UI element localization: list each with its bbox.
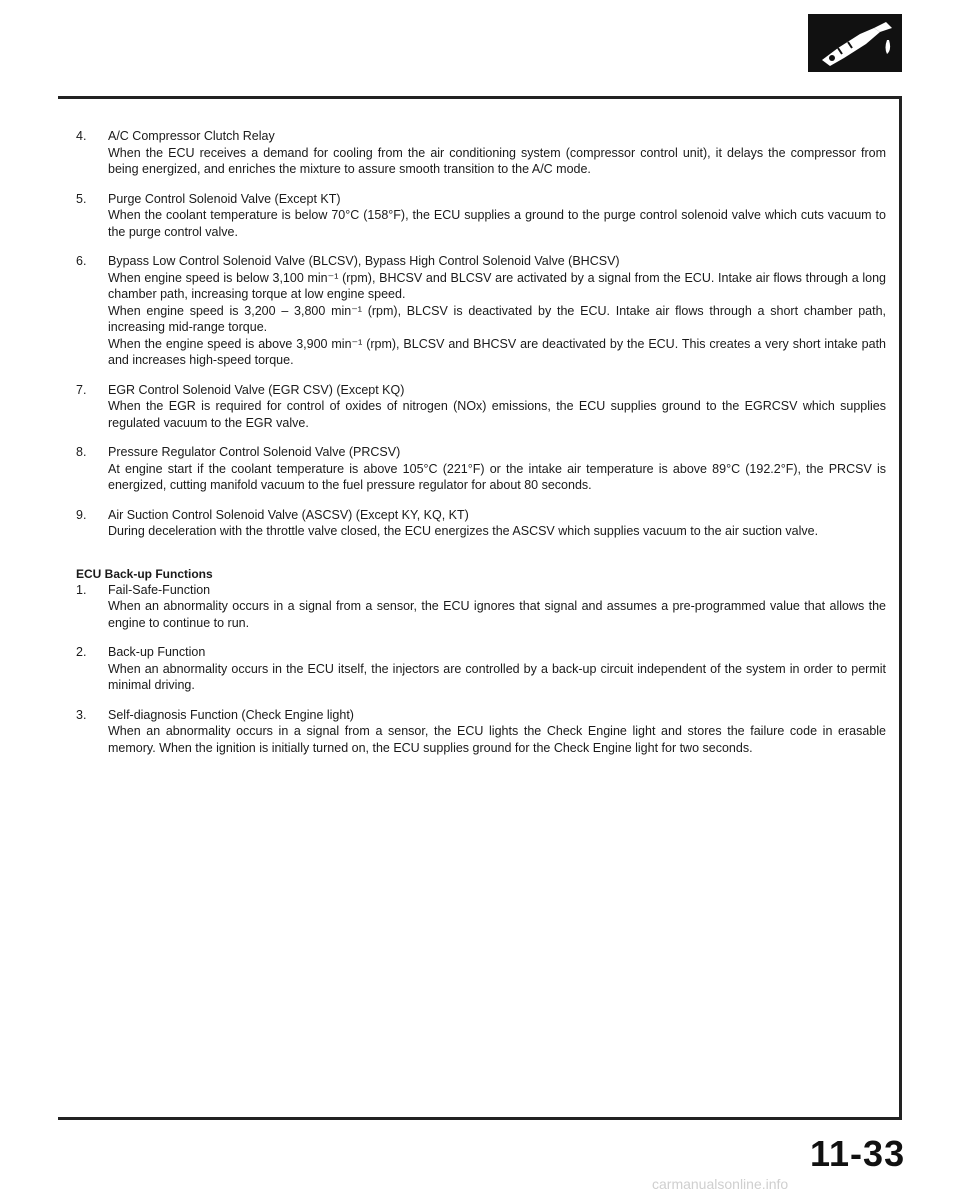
list-item xyxy=(76,253,886,369)
section-heading: ECU Back-up Functions xyxy=(76,566,213,581)
list-item xyxy=(76,707,886,757)
list-item xyxy=(76,444,886,494)
item-description: When the EGR is required for control of oxides of nitrogen (NOx) emissions, the ECU supplies ground to the EGRCSV which supplies regulated vacuum to the EGR valve. xyxy=(108,399,886,430)
footer-watermark: carmanualsonline.info xyxy=(652,1176,789,1192)
item-number: 8. xyxy=(76,445,87,459)
item-description: When the engine speed is above 3,900 min⁻¹ (rpm), BLCSV and BHCSV are deactivated by the ECU. This creates a very short intake path and increases high-speed torque. xyxy=(108,336,886,367)
item-description: When the ECU receives a demand for cooling from the air conditioning system (compressor control unit), it delays the compressor from being energized, and enriches the mixture to assure smooth transition to the A/C mode. xyxy=(108,145,886,176)
item-title: Self-diagnosis Function (Check Engine light) xyxy=(108,707,354,722)
fuel-system-logo-badge xyxy=(808,14,902,72)
list-item xyxy=(76,191,886,241)
page-content xyxy=(76,128,886,769)
item-number: 4. xyxy=(76,129,87,143)
right-rule xyxy=(899,96,902,1120)
list-item xyxy=(76,382,886,432)
page-number: 11-33 xyxy=(810,1133,906,1174)
list-item xyxy=(76,582,886,632)
item-title: Fail-Safe-Function xyxy=(108,582,211,597)
item-title: Pressure Regulator Control Solenoid Valve (PRCSV) xyxy=(108,445,401,459)
item-number: 6. xyxy=(76,254,87,268)
item-description: When an abnormality occurs in a signal from a sensor, the ECU ignores that signal and assumes a pre-programmed value that allows the engine to continue to run. xyxy=(108,599,886,630)
item-title: Bypass Low Control Solenoid Valve (BLCSV), Bypass High Control Solenoid Valve (BHCSV) xyxy=(108,254,620,268)
item-number: 2. xyxy=(76,645,87,659)
item-title: Purge Control Solenoid Valve (Except KT) xyxy=(108,191,341,206)
top-rule xyxy=(58,96,901,99)
bottom-rule xyxy=(58,1117,901,1120)
item-description: When engine speed is below 3,100 min⁻¹ (rpm), BHCSV and BLCSV are activated by a signal from the ECU. Intake air flows through a long chamber path, increasing torque at low engine speed. xyxy=(108,270,886,301)
item-description: During deceleration with the throttle valve closed, the ECU energizes the ASCSV which supplies vacuum to the air suction valve. xyxy=(108,524,819,538)
list-item xyxy=(76,644,886,694)
list-item xyxy=(76,128,886,178)
item-title: Back-up Function xyxy=(108,645,206,659)
item-number: 9. xyxy=(76,507,87,522)
item-title: Air Suction Control Solenoid Valve (ASCSV) (Except KY, KQ, KT) xyxy=(108,507,469,522)
item-number: 3. xyxy=(76,707,87,722)
item-title: A/C Compressor Clutch Relay xyxy=(108,129,275,143)
list-item xyxy=(76,507,886,540)
item-description: When the coolant temperature is below 70°C (158°F), the ECU supplies a ground to the purge control solenoid valve which cuts vacuum to the purge control valve. xyxy=(108,208,886,239)
item-number: 1. xyxy=(76,582,87,597)
item-description: At engine start if the coolant temperature is above 105°C (221°F) or the intake air temperature is above 89°C (192.2°F), the PRCSV is energized, cutting manifold vacuum to the fuel pressure regulator for about 80 seconds. xyxy=(108,461,886,492)
item-number: 7. xyxy=(76,382,87,397)
item-number: 5. xyxy=(76,191,87,206)
item-description: When engine speed is 3,200 – 3,800 min⁻¹ (rpm), BLCSV is deactivated by the ECU. Intake air flows through a short chamber path, increasing mid-range torque. xyxy=(108,303,886,334)
backup-functions-list xyxy=(76,582,886,757)
item-description: When an abnormality occurs in a signal from a sensor, the ECU lights the Check Engine light and stores the failure code in erasable memory. When the ignition is initially turned on, the ECU supplies ground for the Check Engine light for two seconds. xyxy=(108,724,886,755)
item-description: When an abnormality occurs in the ECU itself, the injectors are controlled by a back-up circuit independent of the system in order to permit minimal driving. xyxy=(108,661,886,692)
output-device-list xyxy=(76,128,886,540)
fuel-injector-icon xyxy=(808,14,902,72)
backup-functions-section xyxy=(76,566,886,757)
item-title: EGR Control Solenoid Valve (EGR CSV) (Except KQ) xyxy=(108,382,405,397)
